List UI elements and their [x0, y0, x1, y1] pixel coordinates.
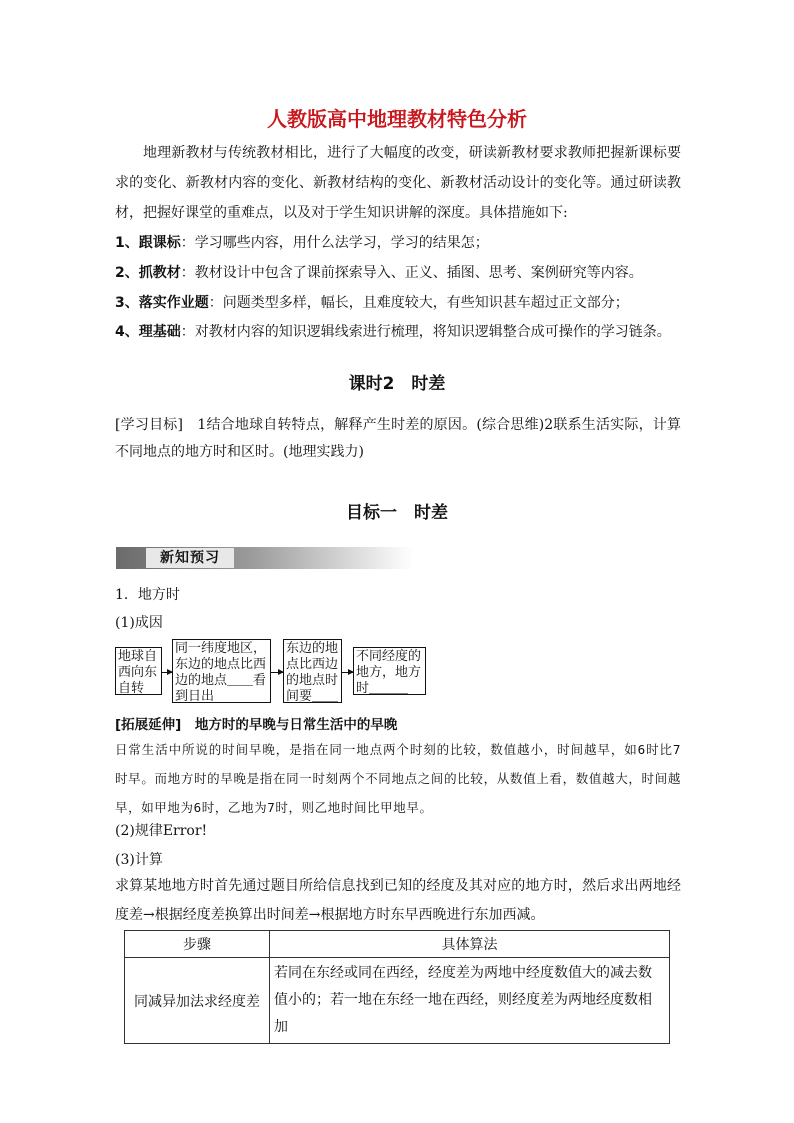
- measure-text: ：问题类型多样，幅长，且难度较大，有些知识甚车超过正文部分；: [208, 295, 629, 311]
- measure-item: [115, 232, 685, 252]
- flow-arrow: [271, 672, 283, 673]
- measure-label: 4、理基础: [115, 324, 181, 340]
- measure-text: ：教材设计中包含了课前探索导入、正义、插图、思考、案例研究等内容。: [180, 265, 643, 281]
- table-header-cell: 步骤: [125, 931, 270, 958]
- flow-arrow: [162, 672, 172, 673]
- measure-text: ：学习哪些内容，用什么法学习，学习的结果怎；: [180, 235, 489, 251]
- extension-title: [拓展延伸] 地方时的早晚与日常生活中的早晚: [115, 717, 398, 733]
- measure-label: 1、跟课标: [115, 235, 181, 251]
- measure-item: [115, 321, 685, 341]
- table-header-cell: 具体算法: [270, 931, 670, 958]
- intro-paragraph: 地理新教材与传统教材相比，进行了大幅度的改变，研读新教材要求教师把握新课标要求的变化、新教材内容的变化、新教材结构的变化、新教材活动设计的变化等。通过研读教材，把握好课堂的重难点，以及对于学生知识讲解的深度。具体措施如下:: [115, 145, 681, 221]
- subheading-cause: (1)成因: [115, 615, 163, 631]
- calc-paragraph: 求算某地地方时首先通过题目所给信息找到已知的经度及其对应的地方时，然后求出两地经度差→根据经度差换算出时间差→根据地方时东早西晚进行东加西减。: [115, 878, 681, 923]
- flow-box: 同一纬度地区，东边的地点比西边的地点＿＿看到日出: [172, 639, 271, 703]
- goal-title: 目标一 时差: [346, 503, 448, 523]
- flow-box: 不同经度的地方，地方时＿＿＿: [353, 647, 426, 695]
- measure-label: 2、抓教材: [115, 265, 181, 281]
- subheading-calc: (3)计算: [115, 852, 163, 868]
- document-title: 人教版高中地理教材特色分析: [267, 107, 527, 131]
- calc-table: [124, 930, 670, 1044]
- table-row: [125, 958, 670, 1044]
- banner-label: 新知预习: [146, 548, 234, 568]
- flow-box: 东边的地点比西边的地点时间要＿＿: [283, 639, 342, 703]
- table-header-row: [125, 931, 670, 958]
- measure-label: 3、落实作业题: [115, 295, 209, 311]
- flow-box: 地球自西向东自转: [115, 647, 162, 695]
- section-heading: 1．地方时: [115, 587, 180, 603]
- flow-arrow: [342, 672, 353, 673]
- measure-item: [115, 262, 685, 282]
- lesson-title: 课时2 时差: [348, 374, 446, 394]
- table-cell: 同减异加法求经度差: [125, 958, 270, 1044]
- extension-text: 日常生活中所说的时间早晚，是指在同一地点两个时刻的比较，数值越小，时间越早，如6时比7时早。而地方时的早晚是指在同一时刻两个不同地点之间的比较，从数值上看，数值越大，时间越早，如甲地为6时，乙地为7时，则乙地时间比甲地早。: [115, 742, 681, 815]
- table-cell: 若同在东经或同在西经，经度差为两地中经度数值大的减去数值小的；若一地在东经一地在西经，则经度差为两地经度数相加: [270, 958, 670, 1044]
- subheading-rule: (2)规律Error!: [115, 823, 208, 839]
- measure-text: ：对教材内容的知识逻辑线索进行梳理，将知识逻辑整合成可操作的学习链条。: [180, 324, 671, 340]
- learning-objectives: [学习目标] 1结合地球自转特点，解释产生时差的原因。(综合思维)2联系生活实际，计算不同地点的地方时和区时。(地理实践力): [115, 417, 681, 460]
- section-banner: [116, 547, 413, 569]
- measure-item: [115, 292, 685, 312]
